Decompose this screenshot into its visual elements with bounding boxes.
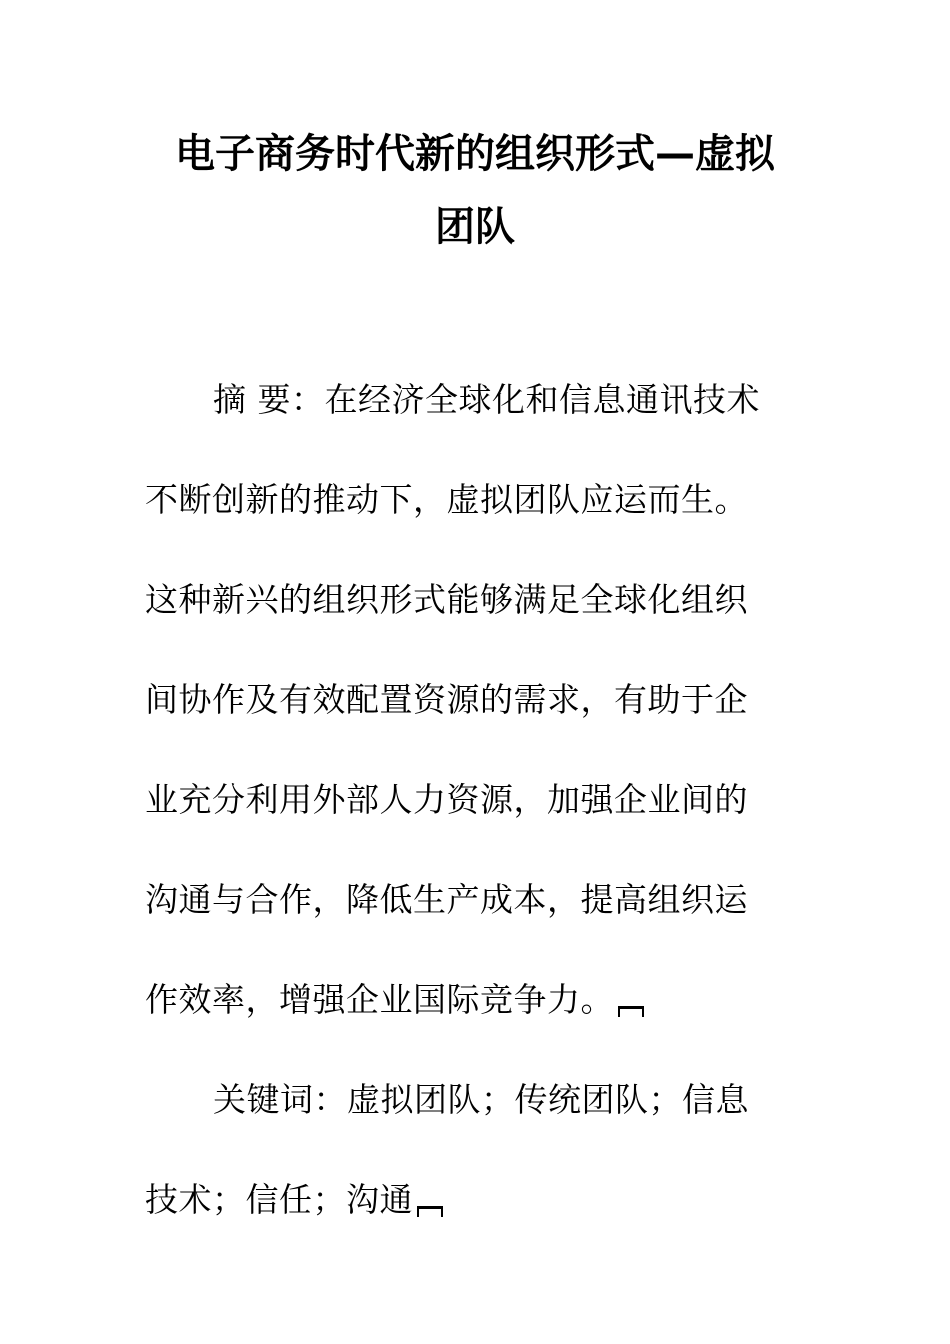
abstract-text-2: 不断创新的推动下，虚拟团队应运而生。	[145, 480, 748, 519]
paragraph-mark-icon	[417, 1206, 443, 1217]
abstract-text-5: 业充分利用外部人力资源，加强企业间的	[145, 780, 748, 819]
document-title-line-2: 团队	[435, 204, 515, 250]
keywords-line-1	[213, 1080, 749, 1120]
abstract-line-4	[145, 680, 748, 720]
abstract-text-3: 这种新兴的组织形式能够满足全球化组织	[145, 580, 748, 619]
abstract-text-7: 作效率，增强企业国际竞争力。	[145, 980, 614, 1019]
keywords-text-1: 关键词：虚拟团队；传统团队；信息	[213, 1080, 749, 1119]
paragraph-mark-icon	[618, 1006, 644, 1017]
abstract-text-1: 摘 要：在经济全球化和信息通讯技术	[213, 380, 760, 419]
keywords-text-2: 技术；信任；沟通	[145, 1180, 413, 1219]
abstract-text-6: 沟通与合作，降低生产成本，提高组织运	[145, 880, 748, 919]
abstract-line-6	[145, 880, 748, 920]
document-title-line-1: 电子商务时代新的组织形式—虚拟	[175, 131, 775, 177]
abstract-line-7	[145, 980, 644, 1020]
abstract-line-3	[145, 580, 748, 620]
abstract-line-1	[213, 380, 760, 420]
keywords-line-2	[145, 1180, 443, 1220]
abstract-text-4: 间协作及有效配置资源的需求，有助于企	[145, 680, 748, 719]
abstract-line-5	[145, 780, 748, 820]
abstract-line-2	[145, 480, 748, 520]
